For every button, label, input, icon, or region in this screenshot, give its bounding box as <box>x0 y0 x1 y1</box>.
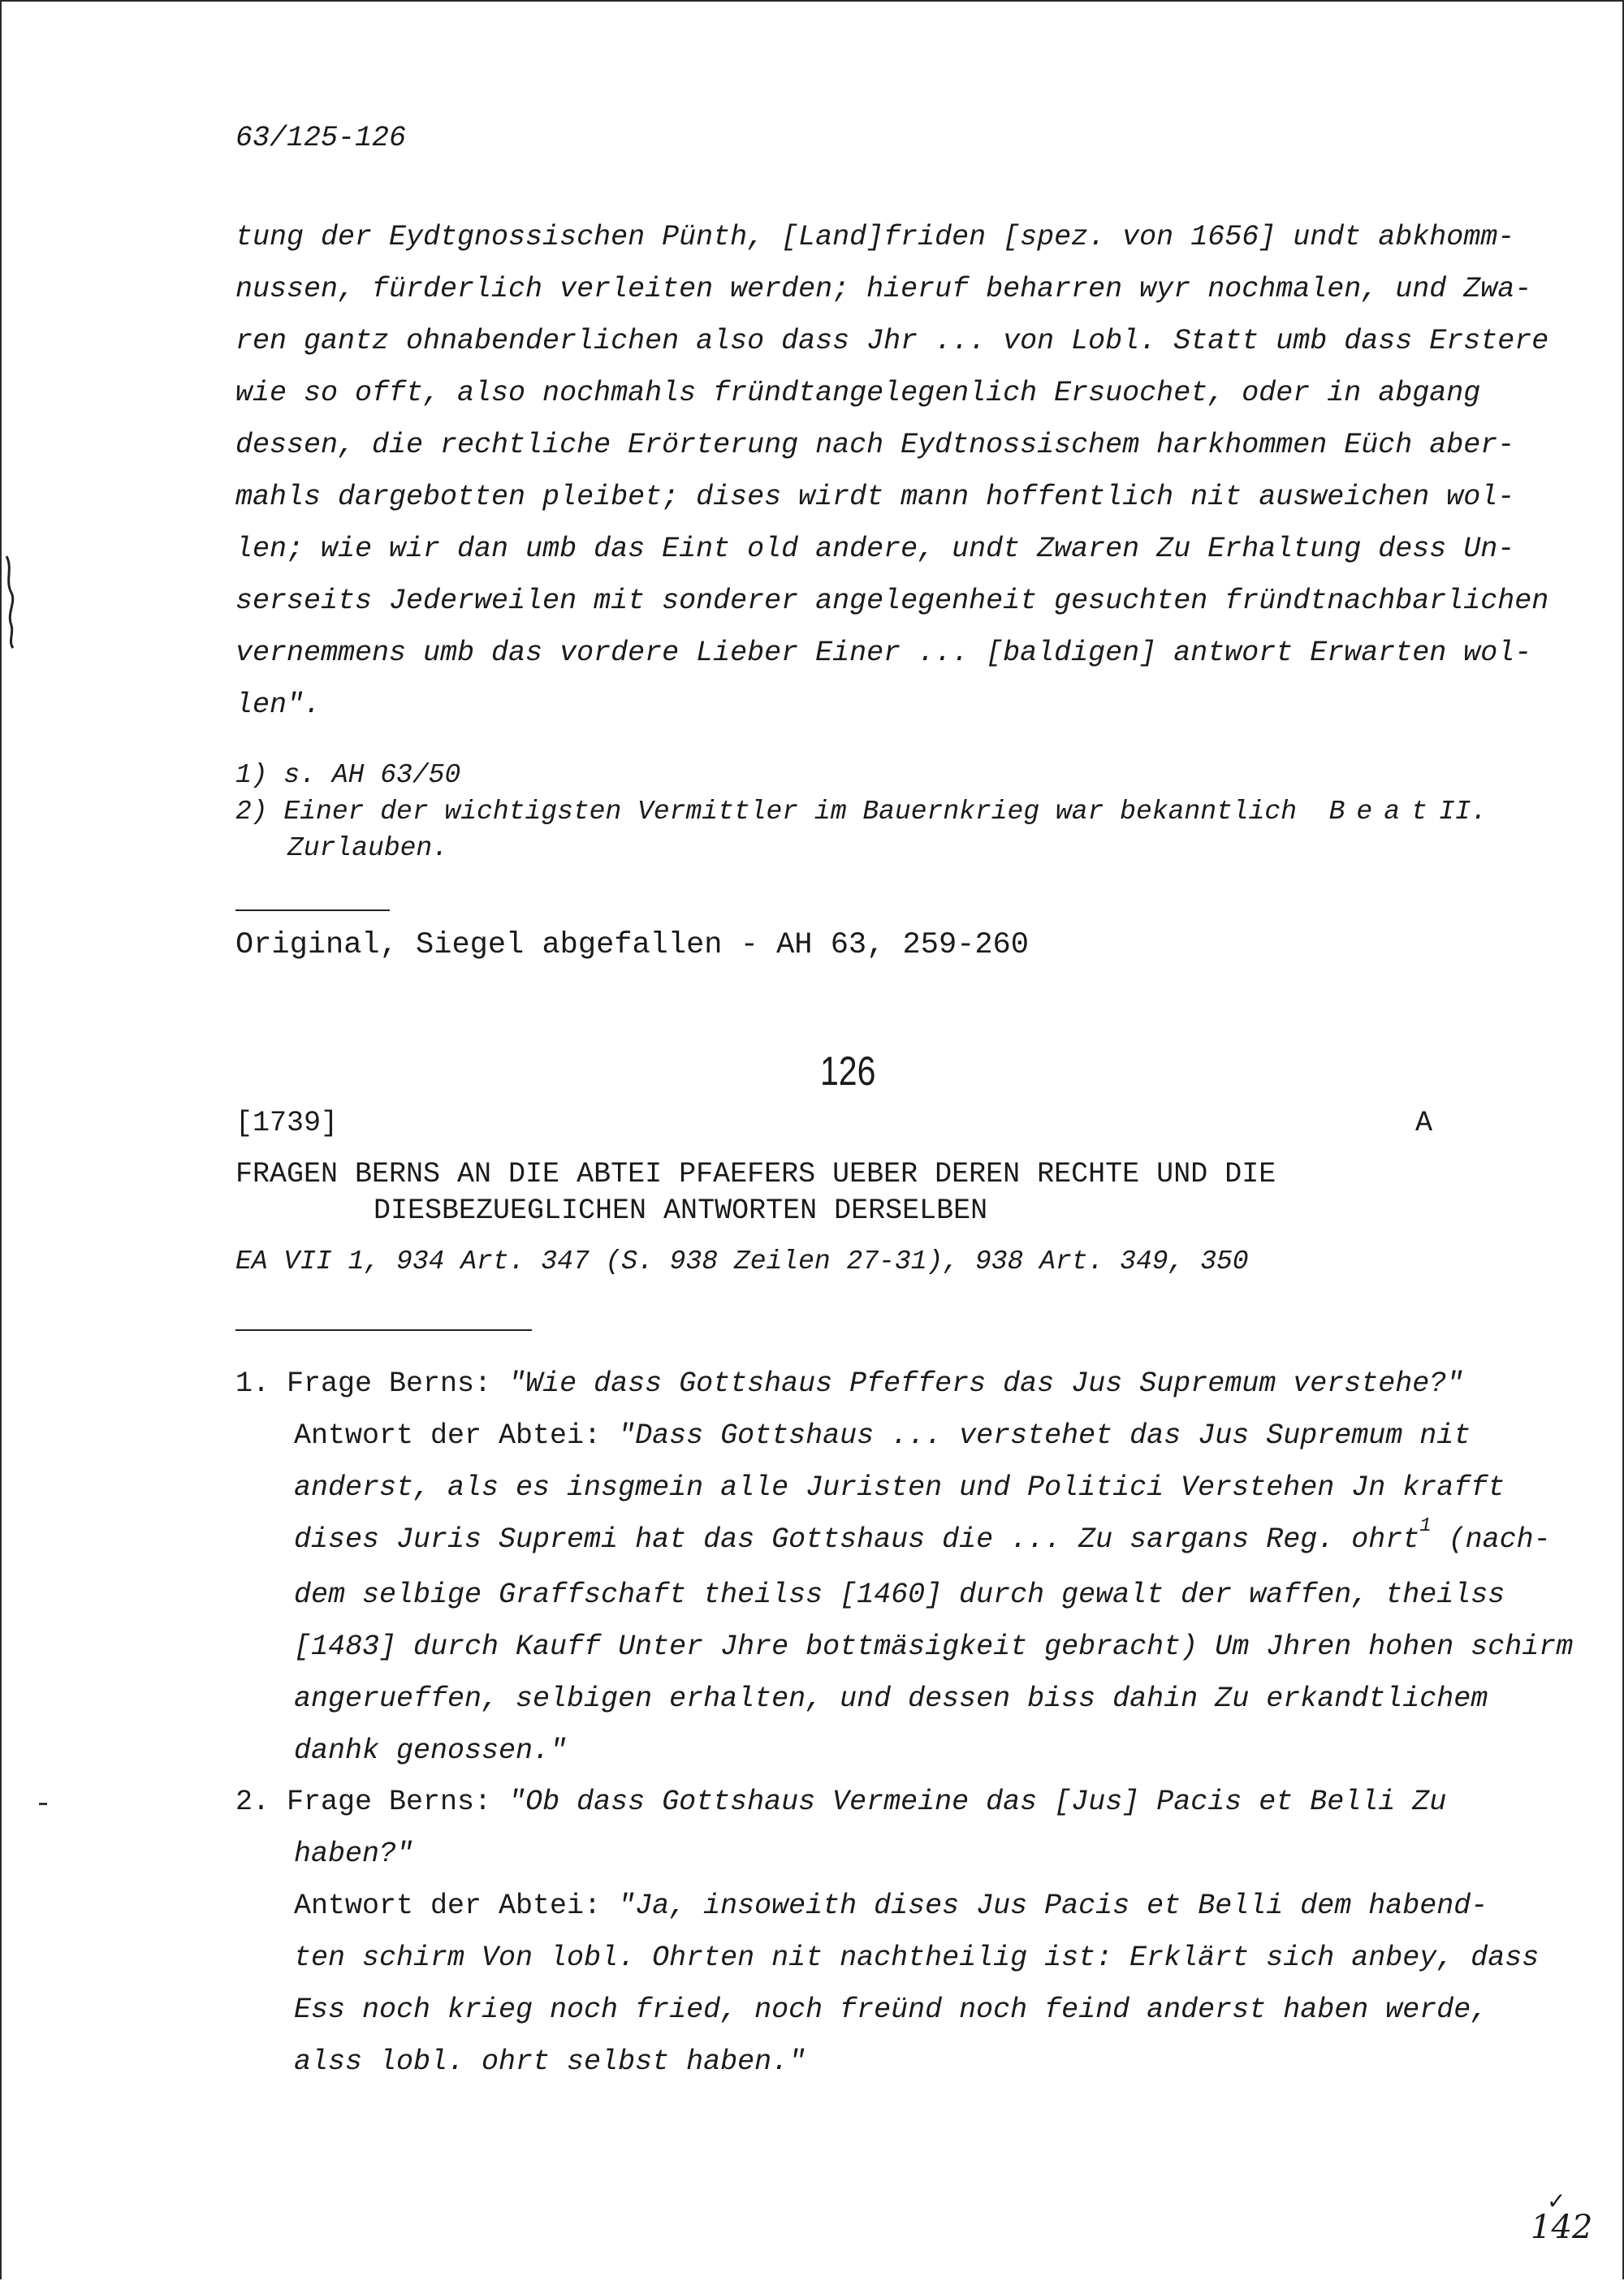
body-line: mahls dargebotten pleibet; dises wirdt mann hoffentlich nit ausweichen wol- <box>235 481 1515 513</box>
answer-line: danhk genossen." <box>294 1735 568 1767</box>
document-title <box>235 1156 1276 1229</box>
body-line: dessen, die rechtliche Erörterung nach Eydtnossischem harkhommen Eüch aber- <box>235 429 1515 461</box>
question-label: 1. Frage Berns: <box>235 1367 492 1400</box>
answer-line: [1483] durch Kauff Unter Jhre bottmäsigkeit gebracht) Um Jhren hohen schirm <box>294 1631 1574 1663</box>
page-number-text: 142 <box>1531 2209 1593 2246</box>
answer-text: "Dass Gottshaus ... verstehet das Jus Supremum nit <box>618 1419 1471 1452</box>
document-letter: A <box>1415 1107 1433 1139</box>
document-date: [1739] <box>235 1107 339 1139</box>
answer-line <box>235 1880 1543 1932</box>
title-line: DIESBEZUEGLICHEN ANTWORTEN DERSELBEN <box>374 1195 988 1227</box>
answer-label: Antwort der Abtei: <box>294 1890 602 1922</box>
question-text: "Wie dass Gottshaus Pfeffers das Jus Supremum verstehe?" <box>508 1367 1464 1400</box>
footnote-2 <box>235 793 1487 830</box>
check-mark-icon: ✓ <box>1547 2188 1566 2214</box>
body-line: len; wie wir dan umb das Eint old andere, undt Zwaren Zu Erhaltung dess Un- <box>235 533 1515 565</box>
divider-short <box>235 909 390 911</box>
stray-mark <box>39 1803 47 1805</box>
footnote-1: 1) s. AH 63/50 <box>235 760 461 790</box>
body-line: nussen, fürderlich verleiten werden; hieruf beharren wyr nochmalen, und Zwa- <box>235 273 1532 305</box>
question-answer-1 <box>235 1358 1574 1777</box>
answer-line: Ess noch krieg noch fried, noch freünd noch feind anderst haben werde, <box>294 1994 1488 2026</box>
body-line: wie so offt, also nochmahls fründtangelegenlich Ersuochet, oder in abgang <box>235 377 1481 409</box>
body-line: tung der Eydtgnossischen Pünth, [Land]friden [spez. von 1656] undt abkhomm- <box>235 221 1515 253</box>
answer-text: (nach- <box>1431 1523 1551 1556</box>
margin-bracket-mark <box>3 552 19 650</box>
source-note: Original, Siegel abgefallen - AH 63, 259-260 <box>235 928 1029 962</box>
question-text: "Ob dass Gottshaus Vermeine das [Jus] Pacis et Belli Zu <box>508 1786 1447 1818</box>
document-number: 126 <box>820 1048 876 1094</box>
footnote-2-text: 2) Einer der wichtigsten Vermittler im Bauernkrieg war bekanntlich <box>235 797 1298 827</box>
answer-line: ten schirm Von lobl. Ohrten nit nachtheilig ist: Erklärt sich anbey, dass <box>294 1942 1540 1974</box>
answer-line <box>235 1410 1543 1462</box>
question-label: 2. Frage Berns: <box>235 1786 492 1818</box>
document-references: EA VII 1, 934 Art. 347 (S. 938 Zeilen 27-31), 938 Art. 349, 350 <box>235 1246 1249 1277</box>
body-line: ren gantz ohnabenderlichen also dass Jhr ... von Lobl. Statt umb dass Erstere <box>235 325 1549 357</box>
answer-line: anderst, als es insgmein alle Juristen und Politici Verstehen Jn krafft <box>294 1471 1505 1504</box>
divider-long <box>235 1329 532 1331</box>
footnote-2-roman: II. <box>1438 797 1488 827</box>
body-line: len". <box>235 689 322 721</box>
document-reference: 63/125-126 <box>235 122 407 154</box>
footnote-2-continuation: Zurlauben. <box>287 833 449 863</box>
question-line <box>235 1776 1543 1828</box>
answer-line <box>235 1514 1551 1569</box>
title-line: FRAGEN BERNS AN DIE ABTEI PFAEFERS UEBER DEREN RECHTE UND DIE <box>235 1158 1276 1190</box>
answer-line: angerueffen, selbigen erhalten, und dessen biss dahin Zu erkandtlichem <box>294 1683 1488 1715</box>
footnote-2-name: Beat <box>1328 797 1439 827</box>
question-answer-2 <box>235 1776 1543 2088</box>
answer-label: Antwort der Abtei: <box>294 1419 602 1452</box>
answer-text: "Ja, insoweith dises Jus Pacis et Belli dem habend- <box>618 1890 1488 1922</box>
question-line <box>235 1358 1543 1410</box>
footnote-marker: 1 <box>1419 1515 1432 1537</box>
body-line: vernemmens umb das vordere Lieber Einer ... [baldigen] antwort Erwarten wol- <box>235 637 1532 669</box>
answer-line: dem selbige Graffschaft theilss [1460] durch gewalt der waffen, theilss <box>294 1579 1505 1611</box>
answer-text: dises Juris Supremi hat das Gottshaus die ... Zu sargans Reg. ohrt <box>294 1523 1420 1556</box>
continued-letter-text <box>235 211 1549 731</box>
answer-line: alss lobl. ohrt selbst haben." <box>294 2046 806 2078</box>
handwritten-page-number <box>1531 2188 1593 2246</box>
footnotes <box>235 757 1487 866</box>
body-line: serseits Jederweilen mit sonderer angelegenheit gesuchten fründtnachbarlichen <box>235 585 1549 617</box>
question-line: haben?" <box>294 1838 414 1870</box>
